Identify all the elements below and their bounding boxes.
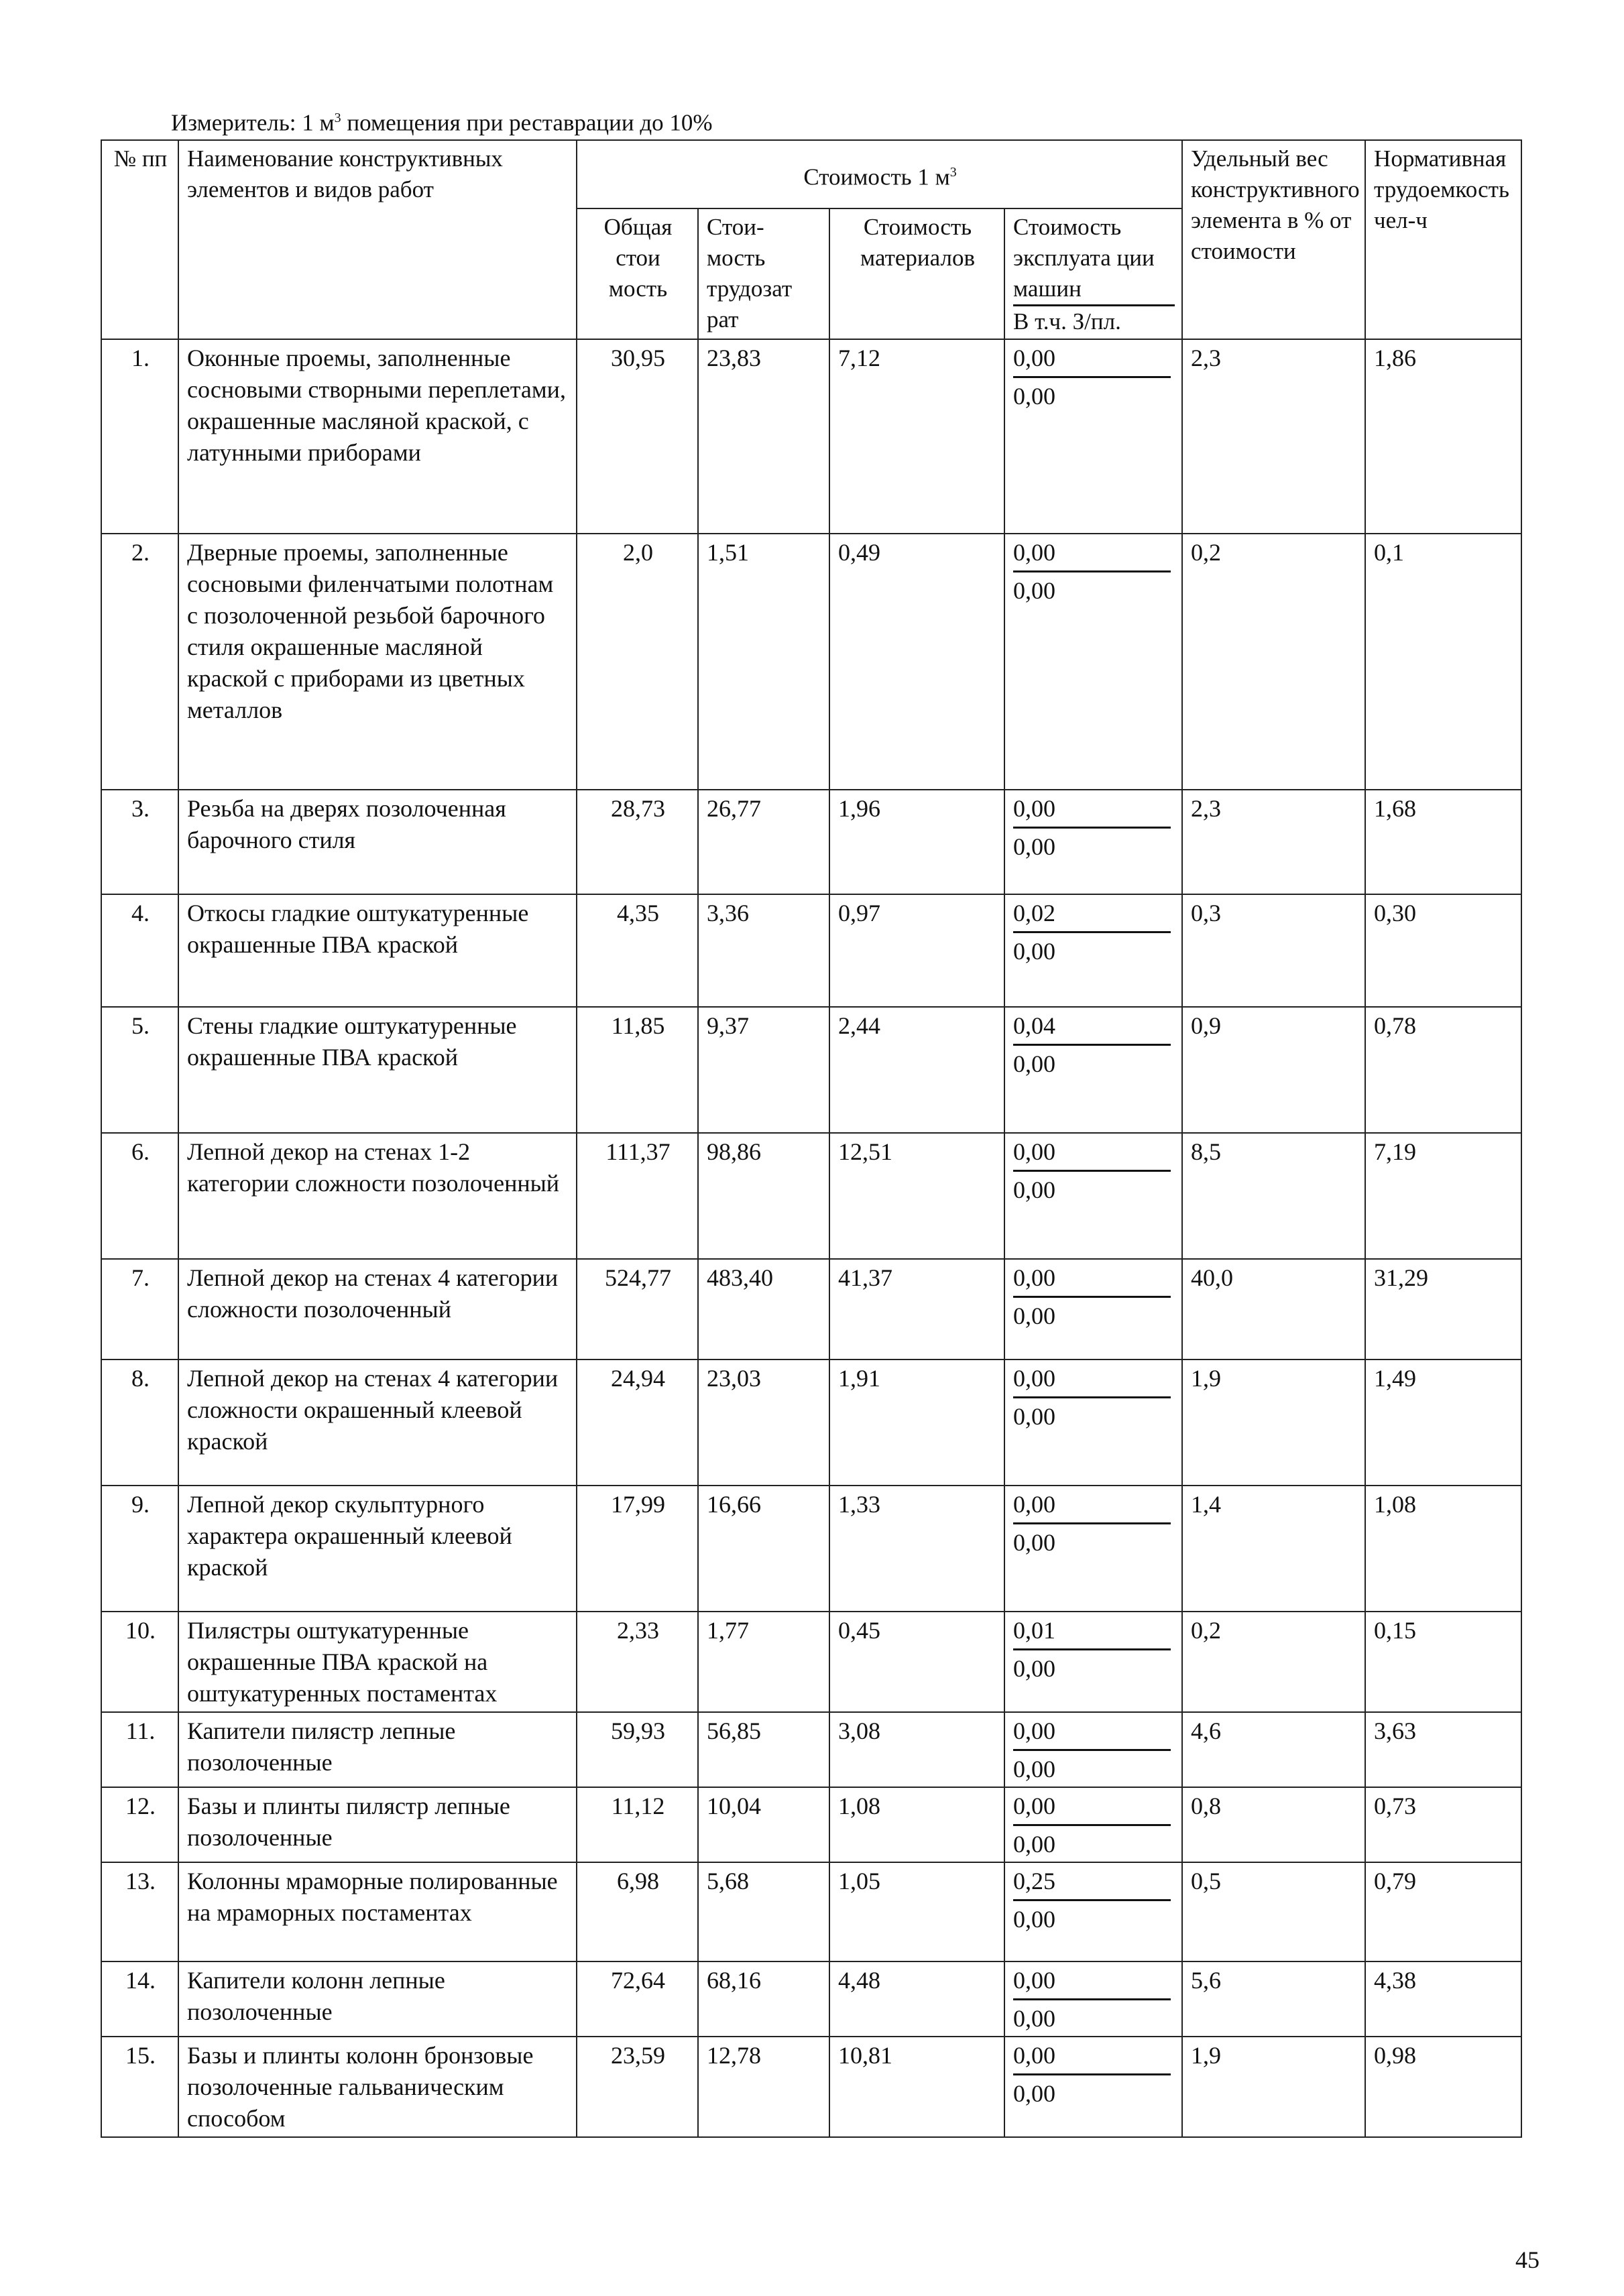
cell-norm: 1,86 bbox=[1365, 339, 1521, 534]
cell-labor: 68,16 bbox=[698, 1961, 829, 2037]
header-cost-group-sup: 3 bbox=[949, 165, 957, 180]
machines-wage-value: 0,00 bbox=[1013, 1756, 1055, 1783]
cell-name: Пилястры оштукатуренные окрашенные ПВА краской на оштукатуренных постаментах bbox=[178, 1612, 577, 1712]
cell-share: 5,6 bbox=[1182, 1961, 1365, 2037]
machines-wage-value: 0,00 bbox=[1013, 1050, 1055, 1077]
machines-cost-value: 0,00 bbox=[1013, 1715, 1171, 1751]
cell-share: 0,2 bbox=[1182, 534, 1365, 790]
machines-wage-value: 0,00 bbox=[1013, 577, 1055, 604]
cell-labor: 26,77 bbox=[698, 790, 829, 894]
cell-no: 12. bbox=[101, 1787, 178, 1862]
table-row bbox=[101, 1486, 1521, 1612]
cell-share: 0,2 bbox=[1182, 1612, 1365, 1712]
cell-labor: 9,37 bbox=[698, 1007, 829, 1133]
cell-labor: 12,78 bbox=[698, 2037, 829, 2137]
cell-total: 2,0 bbox=[577, 534, 698, 790]
machines-wage-value: 0,00 bbox=[1013, 1906, 1055, 1933]
cell-labor: 23,83 bbox=[698, 339, 829, 534]
cell-name: Лепной декор скульптурного характера окрашенный клеевой краской bbox=[178, 1486, 577, 1612]
cell-total: 11,12 bbox=[577, 1787, 698, 1862]
cell-name: Колонны мраморные полированные на мраморных постаментах bbox=[178, 1862, 577, 1961]
cell-machines bbox=[1004, 1360, 1182, 1486]
cell-norm: 0,79 bbox=[1365, 1862, 1521, 1961]
cell-name: Откосы гладкие оштукатуренные окрашенные ПВА краской bbox=[178, 894, 577, 1007]
machines-cost-value: 0,00 bbox=[1013, 1262, 1171, 1298]
cell-materials: 41,37 bbox=[829, 1259, 1004, 1360]
cell-materials: 1,33 bbox=[829, 1486, 1004, 1612]
cell-no: 3. bbox=[101, 790, 178, 894]
cell-total: 72,64 bbox=[577, 1961, 698, 2037]
machines-cost-value: 0,25 bbox=[1013, 1866, 1171, 1901]
machines-cost-value: 0,00 bbox=[1013, 1489, 1171, 1524]
cell-share: 2,3 bbox=[1182, 339, 1365, 534]
cell-materials: 1,05 bbox=[829, 1862, 1004, 1961]
caption-superscript: 3 bbox=[334, 111, 341, 125]
cell-name: Оконные проемы, заполненные сосновыми створными переплетами, окрашенные масляной краской, с латунными приборами bbox=[178, 339, 577, 534]
cell-norm: 4,38 bbox=[1365, 1961, 1521, 2037]
cell-labor: 1,51 bbox=[698, 534, 829, 790]
table-row bbox=[101, 1862, 1521, 1961]
cell-total: 23,59 bbox=[577, 2037, 698, 2137]
cell-norm: 3,63 bbox=[1365, 1712, 1521, 1787]
table-row bbox=[101, 339, 1521, 534]
cell-share: 0,8 bbox=[1182, 1787, 1365, 1862]
cell-no: 5. bbox=[101, 1007, 178, 1133]
cell-materials: 1,96 bbox=[829, 790, 1004, 894]
cell-norm: 0,15 bbox=[1365, 1612, 1521, 1712]
cell-no: 8. bbox=[101, 1360, 178, 1486]
cell-total: 17,99 bbox=[577, 1486, 698, 1612]
table-row bbox=[101, 1360, 1521, 1486]
machines-cost-value: 0,00 bbox=[1013, 2040, 1171, 2075]
cell-name: Лепной декор на стенах 4 категории сложности окрашенный клеевой краской bbox=[178, 1360, 577, 1486]
cell-name: Стены гладкие оштукатуренные окрашенные ПВА краской bbox=[178, 1007, 577, 1133]
machines-cost-value: 0,00 bbox=[1013, 1363, 1171, 1398]
machines-wage-value: 0,00 bbox=[1013, 1176, 1055, 1203]
cell-name: Базы и плинты пилястр лепные позолоченные bbox=[178, 1787, 577, 1862]
cell-norm: 0,30 bbox=[1365, 894, 1521, 1007]
cell-no: 1. bbox=[101, 339, 178, 534]
cell-share: 8,5 bbox=[1182, 1133, 1365, 1259]
machines-wage-value: 0,00 bbox=[1013, 2080, 1055, 2107]
cell-labor: 56,85 bbox=[698, 1712, 829, 1787]
machines-wage-value: 0,00 bbox=[1013, 833, 1055, 860]
cell-total: 111,37 bbox=[577, 1133, 698, 1259]
cell-no: 9. bbox=[101, 1486, 178, 1612]
cell-no: 6. bbox=[101, 1133, 178, 1259]
cell-machines bbox=[1004, 1259, 1182, 1360]
table-row bbox=[101, 1712, 1521, 1787]
cell-share: 1,9 bbox=[1182, 1360, 1365, 1486]
cell-total: 24,94 bbox=[577, 1360, 698, 1486]
header-cost-group-label: Стоимость 1 м bbox=[803, 164, 950, 190]
machines-wage-value: 0,00 bbox=[1013, 1655, 1055, 1682]
cell-materials: 12,51 bbox=[829, 1133, 1004, 1259]
cell-norm: 0,1 bbox=[1365, 534, 1521, 790]
table-row bbox=[101, 1961, 1521, 2037]
cell-total: 30,95 bbox=[577, 339, 698, 534]
cell-name: Базы и плинты колонн бронзовые позолоченные гальваническим способом bbox=[178, 2037, 577, 2137]
cell-materials: 0,45 bbox=[829, 1612, 1004, 1712]
cell-labor: 16,66 bbox=[698, 1486, 829, 1612]
cell-materials: 7,12 bbox=[829, 339, 1004, 534]
machines-cost-value: 0,04 bbox=[1013, 1010, 1171, 1046]
machines-wage-value: 0,00 bbox=[1013, 2005, 1055, 2032]
header-materials: Стоимость материалов bbox=[829, 208, 1004, 339]
cell-materials: 3,08 bbox=[829, 1712, 1004, 1787]
machines-wage-value: 0,00 bbox=[1013, 1403, 1055, 1430]
cell-no: 10. bbox=[101, 1612, 178, 1712]
cell-no: 7. bbox=[101, 1259, 178, 1360]
cell-name: Лепной декор на стенах 1-2 категории сложности позолоченный bbox=[178, 1133, 577, 1259]
table-row bbox=[101, 894, 1521, 1007]
cell-share: 40,0 bbox=[1182, 1259, 1365, 1360]
header-machines-sub: В т.ч. З/пл. bbox=[1013, 308, 1121, 335]
table-row bbox=[101, 790, 1521, 894]
machines-cost-value: 0,00 bbox=[1013, 1965, 1171, 2000]
cell-share: 2,3 bbox=[1182, 790, 1365, 894]
machines-wage-value: 0,00 bbox=[1013, 1831, 1055, 1858]
cell-total: 2,33 bbox=[577, 1612, 698, 1712]
machines-cost-value: 0,00 bbox=[1013, 793, 1171, 829]
cell-labor: 483,40 bbox=[698, 1259, 829, 1360]
cell-no: 14. bbox=[101, 1961, 178, 2037]
cell-share: 4,6 bbox=[1182, 1712, 1365, 1787]
table-row bbox=[101, 1259, 1521, 1360]
table-body bbox=[101, 339, 1521, 2137]
cell-machines bbox=[1004, 1486, 1182, 1612]
machines-cost-value: 0,00 bbox=[1013, 1136, 1171, 1172]
cell-norm: 31,29 bbox=[1365, 1259, 1521, 1360]
cell-machines bbox=[1004, 2037, 1182, 2137]
table-row bbox=[101, 1787, 1521, 1862]
header-labor: Стои-мость трудозат рат bbox=[698, 208, 829, 339]
cell-materials: 4,48 bbox=[829, 1961, 1004, 2037]
cell-machines bbox=[1004, 790, 1182, 894]
cell-materials: 1,91 bbox=[829, 1360, 1004, 1486]
cell-no: 4. bbox=[101, 894, 178, 1007]
machines-cost-value: 0,00 bbox=[1013, 343, 1171, 378]
page-number: 45 bbox=[1515, 2246, 1540, 2273]
header-labor-norm: Нормативная трудоемкость чел-ч bbox=[1365, 140, 1521, 339]
machines-cost-value: 0,01 bbox=[1013, 1615, 1171, 1650]
cell-labor: 1,77 bbox=[698, 1612, 829, 1712]
caption-prefix: Измеритель: 1 м bbox=[171, 109, 335, 136]
cell-labor: 98,86 bbox=[698, 1133, 829, 1259]
cell-machines bbox=[1004, 339, 1182, 534]
cell-total: 6,98 bbox=[577, 1862, 698, 1961]
cell-machines bbox=[1004, 1862, 1182, 1961]
header-share: Удельный вес конструктивного элемента в % от стоимости bbox=[1182, 140, 1365, 339]
table-row bbox=[101, 1007, 1521, 1133]
cell-no: 11. bbox=[101, 1712, 178, 1787]
cell-share: 1,4 bbox=[1182, 1486, 1365, 1612]
cell-norm: 1,08 bbox=[1365, 1486, 1521, 1612]
cell-machines bbox=[1004, 1612, 1182, 1712]
cell-norm: 1,68 bbox=[1365, 790, 1521, 894]
cell-name: Лепной декор на стенах 4 категории сложности позолоченный bbox=[178, 1259, 577, 1360]
cell-name: Дверные проемы, заполненные сосновыми филенчатыми полотнам с позолоченной резьбой барочного стиля окрашенные масляной краской с приборами из цветных металлов bbox=[178, 534, 577, 790]
cell-share: 0,3 bbox=[1182, 894, 1365, 1007]
cell-materials: 0,49 bbox=[829, 534, 1004, 790]
header-machines bbox=[1004, 208, 1182, 339]
cell-norm: 7,19 bbox=[1365, 1133, 1521, 1259]
cell-total: 524,77 bbox=[577, 1259, 698, 1360]
table-row bbox=[101, 534, 1521, 790]
cell-machines bbox=[1004, 1133, 1182, 1259]
table-row bbox=[101, 1133, 1521, 1259]
cell-materials: 1,08 bbox=[829, 1787, 1004, 1862]
cell-machines bbox=[1004, 894, 1182, 1007]
table-caption bbox=[171, 105, 713, 137]
cell-total: 11,85 bbox=[577, 1007, 698, 1133]
cell-labor: 3,36 bbox=[698, 894, 829, 1007]
caption-suffix: помещения при реставрации до 10% bbox=[341, 109, 713, 136]
machines-cost-value: 0,02 bbox=[1013, 898, 1171, 933]
cell-norm: 0,73 bbox=[1365, 1787, 1521, 1862]
cell-no: 2. bbox=[101, 534, 178, 790]
cell-total: 4,35 bbox=[577, 894, 698, 1007]
machines-wage-value: 0,00 bbox=[1013, 1303, 1055, 1329]
header-cost-group bbox=[577, 140, 1182, 208]
cell-labor: 10,04 bbox=[698, 1787, 829, 1862]
cell-no: 13. bbox=[101, 1862, 178, 1961]
cell-norm: 0,78 bbox=[1365, 1007, 1521, 1133]
header-name: Наименование конструктивных элементов и видов работ bbox=[178, 140, 577, 339]
header-total: Общая стои мость bbox=[577, 208, 698, 339]
cell-name: Капители колонн лепные позолоченные bbox=[178, 1961, 577, 2037]
cell-labor: 23,03 bbox=[698, 1360, 829, 1486]
cell-machines bbox=[1004, 534, 1182, 790]
cell-share: 0,9 bbox=[1182, 1007, 1365, 1133]
cell-machines bbox=[1004, 1961, 1182, 2037]
cell-machines bbox=[1004, 1787, 1182, 1862]
machines-cost-value: 0,00 bbox=[1013, 537, 1171, 572]
cell-name: Резьба на дверях позолоченная барочного стиля bbox=[178, 790, 577, 894]
cell-total: 59,93 bbox=[577, 1712, 698, 1787]
cell-total: 28,73 bbox=[577, 790, 698, 894]
machines-wage-value: 0,00 bbox=[1013, 1529, 1055, 1556]
cell-machines bbox=[1004, 1007, 1182, 1133]
cell-norm: 0,98 bbox=[1365, 2037, 1521, 2137]
cell-materials: 10,81 bbox=[829, 2037, 1004, 2137]
cell-materials: 0,97 bbox=[829, 894, 1004, 1007]
header-no: № пп bbox=[101, 140, 178, 339]
machines-cost-value: 0,00 bbox=[1013, 1791, 1171, 1826]
machines-wage-value: 0,00 bbox=[1013, 383, 1055, 410]
table-row bbox=[101, 1612, 1521, 1712]
cell-machines bbox=[1004, 1712, 1182, 1787]
cell-norm: 1,49 bbox=[1365, 1360, 1521, 1486]
cost-table bbox=[101, 139, 1522, 2138]
cell-name: Капители пилястр лепные позолоченные bbox=[178, 1712, 577, 1787]
machines-wage-value: 0,00 bbox=[1013, 938, 1055, 965]
cell-materials: 2,44 bbox=[829, 1007, 1004, 1133]
cell-labor: 5,68 bbox=[698, 1862, 829, 1961]
cell-share: 0,5 bbox=[1182, 1862, 1365, 1961]
cell-no: 15. bbox=[101, 2037, 178, 2137]
table-row bbox=[101, 2037, 1521, 2137]
header-machines-label: Стоимость эксплуата ции машин bbox=[1013, 212, 1175, 306]
cell-share: 1,9 bbox=[1182, 2037, 1365, 2137]
